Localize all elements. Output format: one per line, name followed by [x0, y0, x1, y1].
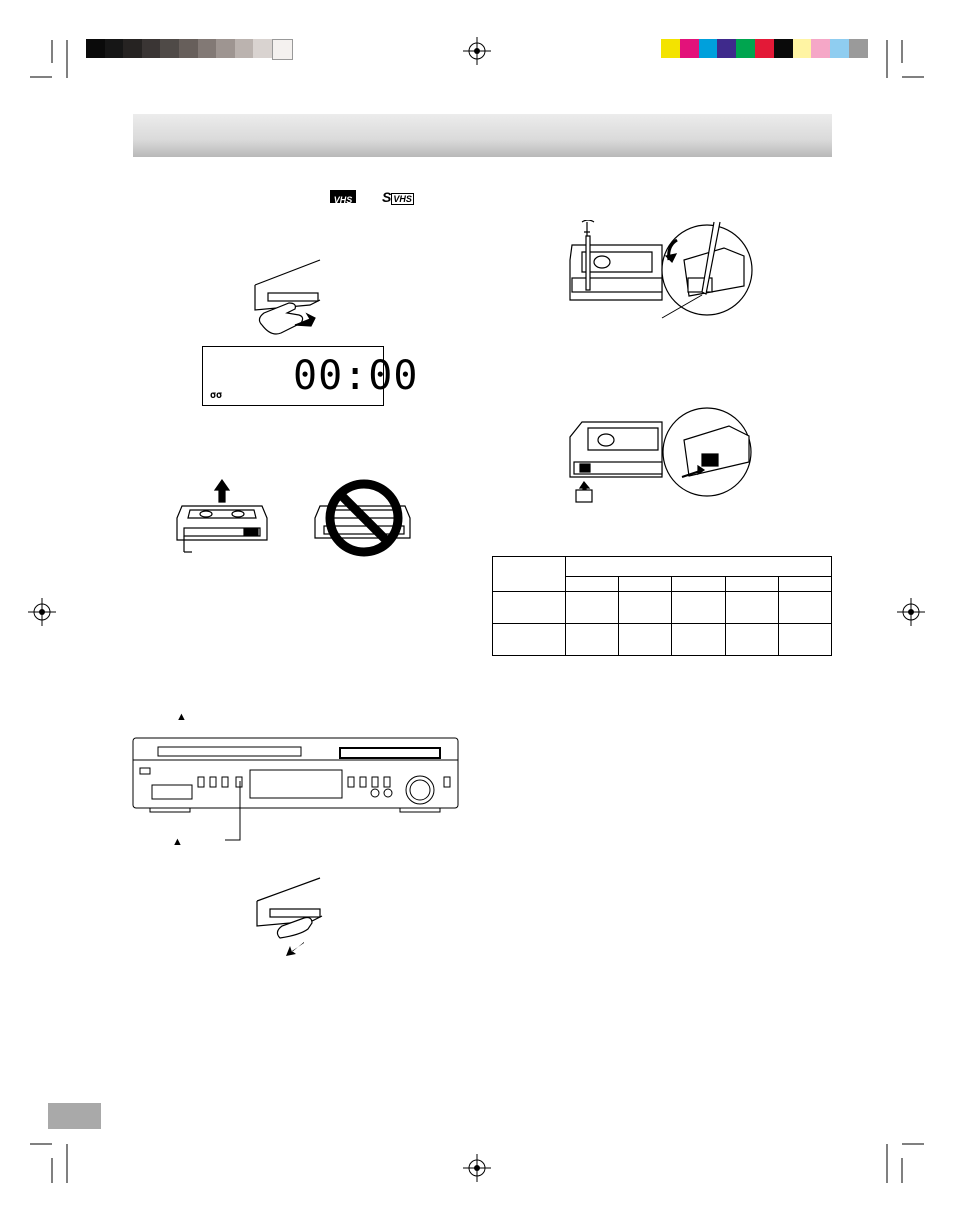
table-cell — [566, 624, 619, 656]
table-cell — [725, 592, 778, 624]
insert-cassette-illustration — [250, 255, 330, 340]
tape-type-table — [492, 556, 832, 656]
cassette-correct-orientation — [172, 478, 272, 563]
color-swatch — [699, 39, 718, 58]
counter-readout: 00:00 — [293, 353, 419, 399]
table-cell — [619, 577, 672, 592]
cassette-wrong-orientation — [312, 478, 417, 558]
color-swatch — [830, 39, 849, 58]
color-swatch — [793, 39, 812, 58]
table-cell — [566, 577, 619, 592]
color-swatch — [736, 39, 755, 58]
color-swatch — [661, 39, 680, 58]
eject-symbol-callout: ▲ — [172, 836, 183, 848]
gray-swatch — [253, 39, 272, 58]
vcr-front-panel-illustration — [130, 735, 462, 847]
table-header-cell — [493, 557, 566, 592]
page-number-tab — [48, 1103, 101, 1129]
table-cell — [725, 624, 778, 656]
table-cell — [619, 624, 672, 656]
gray-swatch — [235, 39, 254, 58]
table-row-label — [493, 624, 566, 656]
table-cell — [672, 577, 725, 592]
table-cell — [619, 592, 672, 624]
erase-tab-break-illustration — [562, 220, 758, 330]
vhs-logo: VHS — [330, 190, 356, 203]
table-cell — [725, 577, 778, 592]
color-swatch — [755, 39, 774, 58]
gray-swatch — [198, 39, 217, 58]
gray-swatch — [142, 39, 161, 58]
table-cell — [672, 624, 725, 656]
gray-swatch — [86, 39, 105, 58]
eject-symbol: ▲ — [176, 711, 187, 723]
table-cell — [672, 592, 725, 624]
table-row-label — [493, 592, 566, 624]
gray-swatch — [179, 39, 198, 58]
color-swatch — [811, 39, 830, 58]
gray-swatch — [105, 39, 124, 58]
svhs-logo: SVHS — [382, 189, 412, 205]
cassette-in-icon: σσ — [210, 390, 223, 401]
eject-cassette-illustration — [252, 876, 327, 961]
table-header-cell — [566, 557, 832, 577]
gray-swatch — [160, 39, 179, 58]
table-cell — [778, 592, 831, 624]
color-swatch — [680, 39, 699, 58]
table-cell — [566, 592, 619, 624]
color-swatch — [849, 39, 868, 58]
table-cell — [778, 624, 831, 656]
section-header-band — [133, 114, 832, 157]
color-swatch — [717, 39, 736, 58]
color-swatch — [774, 39, 793, 58]
table-cell — [778, 577, 831, 592]
gray-swatch — [216, 39, 235, 58]
cover-erase-hole-illustration — [562, 402, 758, 507]
gray-swatch — [272, 39, 293, 60]
gray-swatch — [123, 39, 142, 58]
